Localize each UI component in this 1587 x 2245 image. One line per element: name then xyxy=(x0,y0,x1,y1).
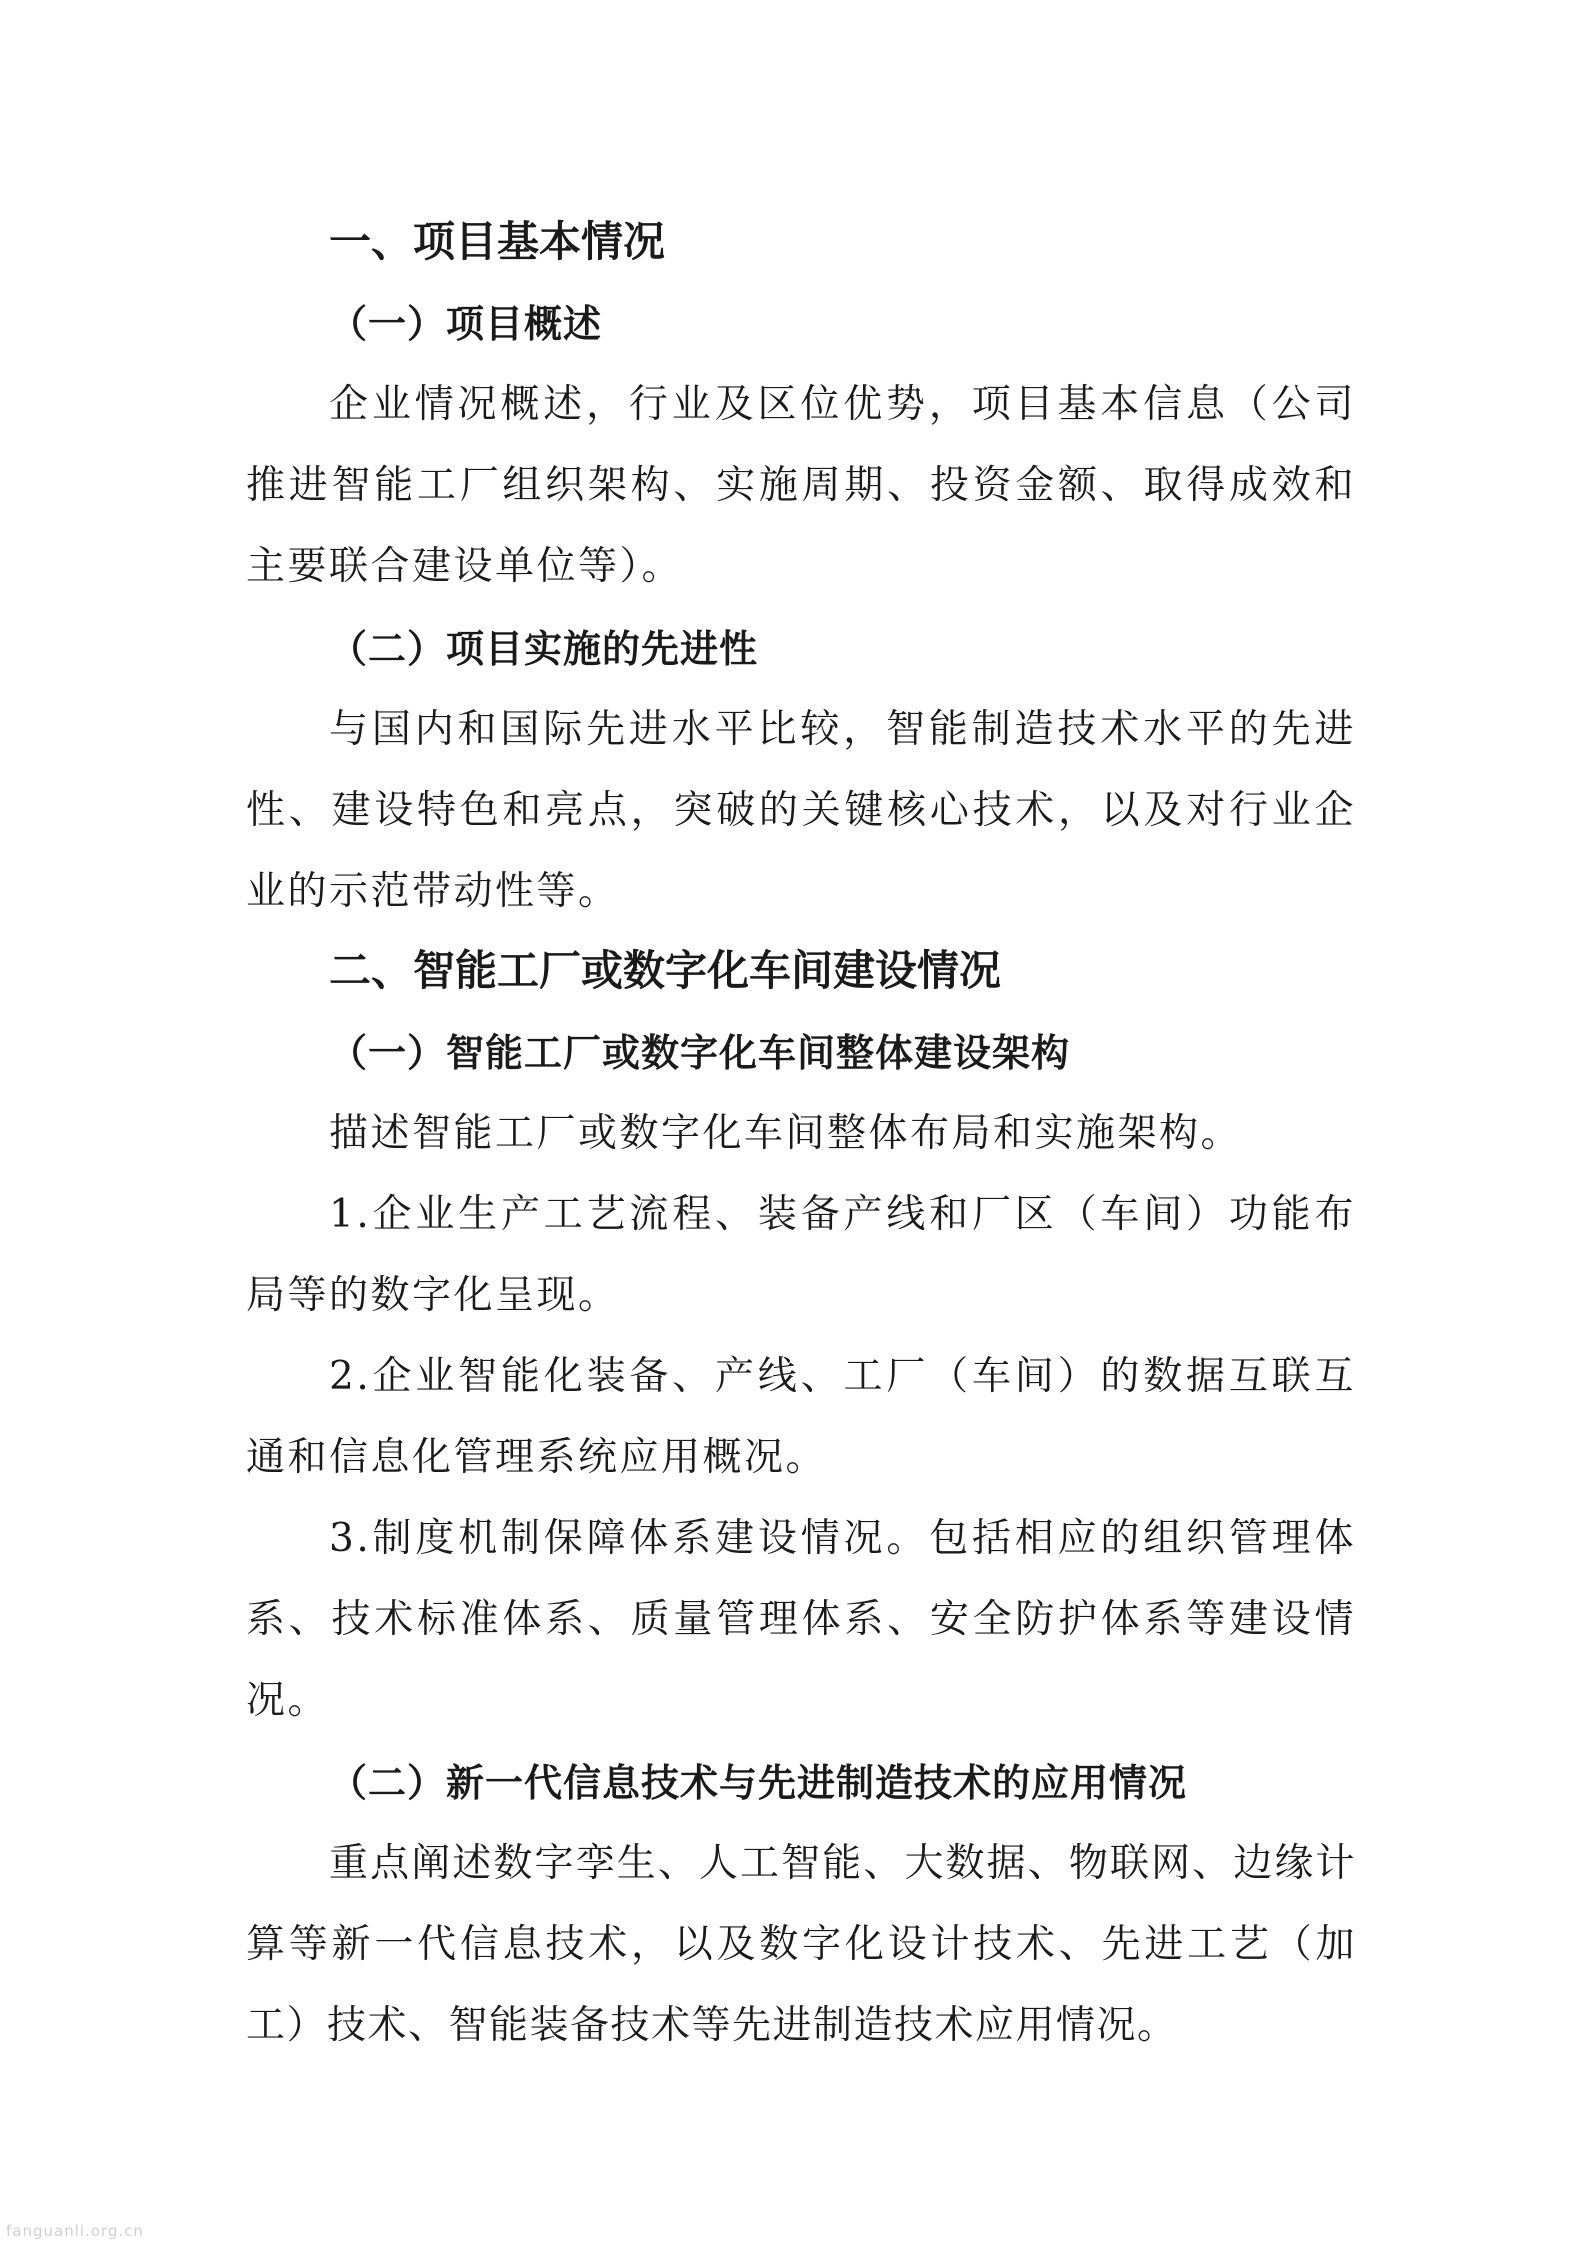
section-2-sub-2-heading: （二）新一代信息技术与先进制造技术的应用情况 xyxy=(329,1760,1188,1805)
section-1-heading: 一、项目基本情况 xyxy=(329,217,666,266)
list-item-1: 1.企业生产工艺流程、装备产线和厂区（车间）功能布局等的数字化呈现。 xyxy=(246,1192,1356,1318)
section-2-sub-1-heading: （一）智能工厂或数字化车间整体建设架构 xyxy=(329,1030,1071,1075)
section-1-sub-2-paragraph: 与国内和国际先进水平比较，智能制造技术水平的先进性、建设特色和亮点，突破的关键核心技术，以及对行业企业的示范带动性等。 xyxy=(246,707,1356,914)
section-2-heading: 二、智能工厂或数字化车间建设情况 xyxy=(329,946,1002,995)
section-1-sub-1-paragraph: 企业情况概述，行业及区位优势，项目基本信息（公司推进智能工厂组织架构、实施周期、投资金额、取得成效和主要联合建设单位等）。 xyxy=(246,382,1356,589)
section-2-sub-2-paragraph: 重点阐述数字孪生、人工智能、大数据、物联网、边缘计算等新一代信息技术，以及数字化设计技术、先进工艺（加工）技术、智能装备技术等先进制造技术应用情况。 xyxy=(246,1841,1356,2048)
list-item-3: 3.制度机制保障体系建设情况。包括相应的组织管理体系、技术标准体系、质量管理体系、安全防护体系等建设情况。 xyxy=(246,1516,1356,1723)
section-1-sub-2-heading: （二）项目实施的先进性 xyxy=(329,626,759,671)
list-item-2: 2.企业智能化装备、产线、工厂（车间）的数据互联互通和信息化管理系统应用概况。 xyxy=(246,1354,1356,1480)
section-1-sub-1-heading: （一）项目概述 xyxy=(329,301,603,346)
section-2-sub-1-intro: 描述智能工厂或数字化车间整体布局和实施架构。 xyxy=(329,1111,1243,1156)
watermark-text: fanguanli.org.cn xyxy=(6,2222,144,2240)
